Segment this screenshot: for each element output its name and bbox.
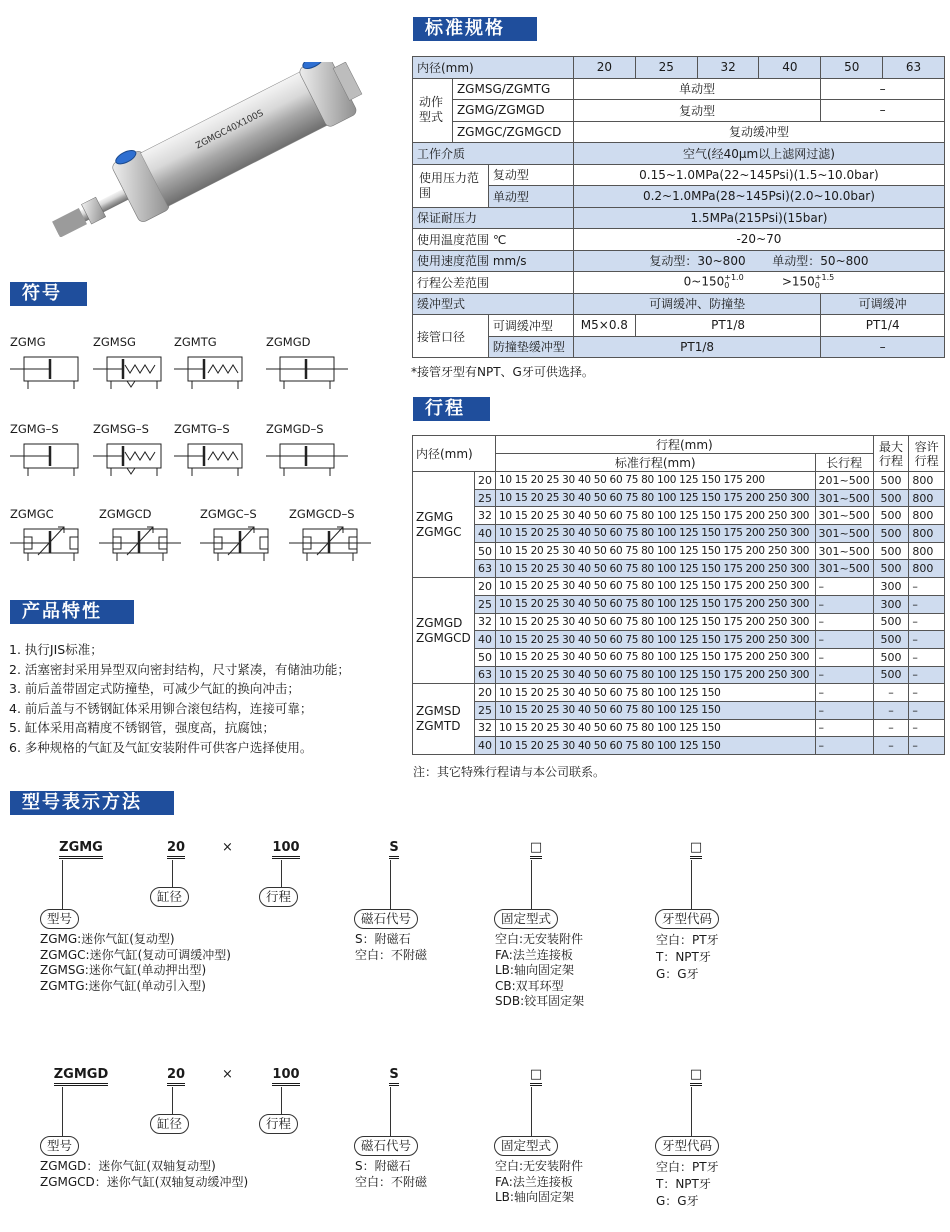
thread-pill: 牙型代码 — [655, 1136, 719, 1156]
cylinder-symbol-icon — [99, 523, 181, 565]
std-stroke-cell: 10 15 20 25 30 40 50 60 75 80 100 125 150 — [495, 701, 815, 719]
cylinder-symbol-icon — [93, 438, 175, 480]
long-stroke-cell: 301~500 — [815, 489, 873, 507]
std-stroke-cell: 10 15 20 25 30 40 50 60 75 80 100 125 150 175 200 250 300 — [495, 595, 815, 613]
std-stroke-label: 标准行程(mm) — [495, 454, 815, 472]
symbol-label: ZGMGD — [266, 335, 311, 349]
pressure-label: 使用压力范围 — [413, 164, 489, 207]
symbol-label: ZGMGC — [10, 507, 54, 521]
stroke-note: 注：其它特殊行程请与本公司联系。 — [413, 765, 606, 779]
speed-value — [573, 250, 944, 272]
long-stroke-cell: – — [815, 613, 873, 631]
cylinder-product-image — [38, 62, 388, 237]
long-stroke-cell: – — [815, 701, 873, 719]
bore-label: 内径(mm) — [413, 57, 574, 79]
description-line: T：NPT牙 — [656, 1177, 711, 1191]
symbol-label: ZGMGD–S — [266, 422, 324, 436]
mount-description — [495, 932, 584, 1010]
long-stroke-cell: – — [815, 684, 873, 702]
symbol-label: ZGMGC–S — [200, 507, 257, 521]
symbol-header: 符号 — [10, 282, 87, 306]
allow-stroke-label: 容许行程 — [909, 436, 945, 472]
std-stroke-cell: 10 15 20 25 30 40 50 60 75 80 100 125 150 — [495, 684, 815, 702]
stroke-pill: 行程 — [259, 1114, 298, 1134]
magnet-pill: 磁石代号 — [354, 909, 418, 929]
thread-description — [656, 932, 719, 983]
stroke-code: 100 — [266, 840, 306, 855]
bore-cell: 20 — [474, 684, 495, 702]
action-model: ZGMSG/ZGMTG — [452, 78, 573, 100]
description-line: 空白：不附磁 — [355, 947, 428, 962]
tol-b: >150 — [781, 274, 815, 289]
description-line: 空白：PT牙 — [656, 1160, 719, 1174]
tol-b-sup: +1.5 — [814, 273, 835, 283]
symbol-label: ZGMSG–S — [93, 422, 149, 436]
action-value: – — [821, 100, 945, 122]
tolerance-value — [573, 272, 944, 294]
long-stroke-cell: 301~500 — [815, 507, 873, 525]
stroke-pill: 行程 — [259, 887, 298, 907]
symbol-label: ZGMTG–S — [174, 422, 230, 436]
tol-a: 0~150 — [683, 274, 725, 289]
series-name: ZGMSD ZGMTD — [413, 684, 475, 755]
symbol-label: ZGMG — [10, 335, 46, 349]
medium-label: 工作介质 — [413, 143, 574, 165]
bore-cell: 25 — [474, 701, 495, 719]
speed-double: 复动型：30~800 — [649, 254, 746, 269]
description-line: S：附磁石 — [355, 1159, 411, 1173]
description-line: ZGMG:迷你气缸(复动型) — [40, 932, 175, 946]
allow-stroke-cell: – — [909, 684, 945, 702]
temp-label: 使用温度范围 ℃ — [413, 229, 574, 251]
stroke-title: 行程(mm) — [495, 436, 873, 454]
connector-line — [691, 860, 692, 912]
feature-item: 1. 执行JIS标准； — [9, 642, 103, 657]
pressure-type: 复动型 — [488, 164, 573, 186]
description-line: S：附磁石 — [355, 932, 411, 946]
pressure-value: 0.15~1.0MPa(22~145Psi)(1.5~10.0bar) — [573, 164, 944, 186]
std-stroke-cell: 10 15 20 25 30 40 50 60 75 80 100 125 150 175 200 250 300 — [495, 507, 815, 525]
magnet-description — [355, 932, 427, 963]
tol-a-sub: 0 — [724, 281, 730, 291]
thread-code: □ — [682, 1067, 710, 1082]
cushion-value: 可调缓冲 — [821, 293, 945, 315]
spec-header: 标准规格 — [413, 17, 537, 41]
mount-pill: 固定型式 — [494, 909, 558, 929]
mount-description — [495, 1159, 583, 1206]
std-stroke-cell: 10 15 20 25 30 40 50 60 75 80 100 125 150 175 200 250 300 — [495, 666, 815, 684]
symbol-label: ZGMG–S — [10, 422, 59, 436]
max-stroke-cell: 500 — [873, 489, 909, 507]
max-stroke-cell: 500 — [873, 542, 909, 560]
std-stroke-cell: 10 15 20 25 30 40 50 60 75 80 100 125 150 175 200 250 300 — [495, 648, 815, 666]
connector-line — [531, 1087, 532, 1139]
bore-value: 40 — [759, 57, 821, 79]
max-stroke-cell: – — [873, 684, 909, 702]
std-stroke-cell: 10 15 20 25 30 40 50 60 75 80 100 125 150 — [495, 719, 815, 737]
bore-value: 25 — [635, 57, 697, 79]
std-stroke-cell: 10 15 20 25 30 40 50 60 75 80 100 125 150 175 200 250 300 — [495, 542, 815, 560]
description-line: ZGMGC:迷你气缸(复动可调缓冲型) — [40, 947, 231, 962]
proof-label: 保证耐压力 — [413, 207, 574, 229]
bore-cell: 50 — [474, 648, 495, 666]
cylinder-symbol-icon — [200, 523, 282, 565]
cushion-label: 缓冲型式 — [413, 293, 574, 315]
allow-stroke-cell: – — [909, 701, 945, 719]
bore-value: 32 — [697, 57, 759, 79]
feature-item: 5. 缸体采用高精度不锈钢管，强度高，抗腐蚀； — [9, 720, 275, 735]
std-stroke-cell: 10 15 20 25 30 40 50 60 75 80 100 125 150 175 200 250 300 — [495, 489, 815, 507]
long-stroke-cell: – — [815, 595, 873, 613]
description-line: SDB:铰耳固定架 — [495, 994, 585, 1008]
symbol-label: ZGMTG — [174, 335, 217, 349]
bore-value: 50 — [821, 57, 883, 79]
max-stroke-label: 最大行程 — [873, 436, 909, 472]
description-line: LB:轴向固定架 — [495, 963, 574, 977]
bore-cell: 50 — [474, 542, 495, 560]
max-stroke-cell: 500 — [873, 666, 909, 684]
description-line: ZGMTG:迷你气缸(单动引入型) — [40, 978, 206, 993]
description-line: FA:法兰连接板 — [495, 947, 573, 962]
description-line: 空白:无安装附件 — [495, 932, 584, 946]
series-code: ZGMGD — [40, 1067, 122, 1082]
std-stroke-cell: 10 15 20 25 30 40 50 60 75 80 100 125 150 175 200 — [495, 472, 815, 490]
bore-cell: 63 — [474, 666, 495, 684]
proof-value: 1.5MPa(215Psi)(15bar) — [573, 207, 944, 229]
allow-stroke-cell: – — [909, 648, 945, 666]
long-stroke-cell: 201~500 — [815, 472, 873, 490]
max-stroke-cell: – — [873, 719, 909, 737]
stroke-code: 100 — [266, 1067, 306, 1082]
cushion-value: 可调缓冲、防撞垫 — [573, 293, 820, 315]
max-stroke-cell: 500 — [873, 507, 909, 525]
allow-stroke-cell: 800 — [909, 525, 945, 543]
port-label: 接管口径 — [413, 315, 489, 358]
long-stroke-cell: – — [815, 578, 873, 596]
port-value: PT1/8 — [573, 336, 820, 358]
bore-cell: 20 — [474, 578, 495, 596]
stroke-table — [412, 435, 945, 755]
max-stroke-cell: 300 — [873, 595, 909, 613]
cylinder-symbol-icon — [174, 438, 256, 480]
description-line: ZGMGD：迷你气缸(双轴复动型) — [40, 1159, 216, 1173]
series-pill: 型号 — [40, 1136, 79, 1156]
port-value: PT1/4 — [821, 315, 945, 337]
max-stroke-cell: 500 — [873, 648, 909, 666]
std-stroke-cell: 10 15 20 25 30 40 50 60 75 80 100 125 150 175 200 250 300 — [495, 631, 815, 649]
bore-cell: 32 — [474, 507, 495, 525]
cylinder-symbol-icon — [93, 351, 175, 393]
stroke-header: 行程 — [413, 397, 490, 421]
stroke-bore-label: 内径(mm) — [413, 436, 496, 472]
features-list — [9, 640, 350, 757]
bore-pill: 缸径 — [150, 1114, 189, 1134]
description-line: ZGMSG:迷你气缸(单动押出型) — [40, 963, 207, 977]
connector-line — [62, 1087, 63, 1139]
action-label: 动作型式 — [413, 78, 453, 143]
long-stroke-cell: – — [815, 737, 873, 755]
cylinder-symbol-icon — [10, 438, 92, 480]
description-line: 空白：不附磁 — [355, 1174, 428, 1189]
series-description — [40, 1159, 248, 1190]
description-line: G：G牙 — [656, 967, 699, 981]
description-line: CB:双耳环型 — [495, 978, 564, 993]
pressure-type: 单动型 — [488, 186, 573, 208]
bore-value: 63 — [883, 57, 945, 79]
description-line: 空白：PT牙 — [656, 933, 719, 947]
port-value: – — [821, 336, 945, 358]
long-stroke-cell: – — [815, 719, 873, 737]
bore-cell: 25 — [474, 489, 495, 507]
allow-stroke-cell: – — [909, 595, 945, 613]
long-stroke-cell: – — [815, 631, 873, 649]
mount-code: □ — [522, 840, 550, 855]
bore-code: 20 — [158, 840, 194, 855]
spec-table — [412, 56, 945, 358]
bore-code: 20 — [158, 1067, 194, 1082]
max-stroke-cell: 500 — [873, 525, 909, 543]
long-stroke-cell: 301~500 — [815, 560, 873, 578]
speed-label: 使用速度范围 mm/s — [413, 250, 574, 272]
series-name: ZGMGD ZGMGCD — [413, 578, 475, 684]
bore-cell: 40 — [474, 631, 495, 649]
cylinder-symbol-icon — [266, 351, 348, 393]
std-stroke-cell: 10 15 20 25 30 40 50 60 75 80 100 125 150 175 200 250 300 — [495, 525, 815, 543]
medium-value: 空气(经40μm以上滤网过滤) — [573, 143, 944, 165]
temp-value: -20~70 — [573, 229, 944, 251]
max-stroke-cell: 500 — [873, 631, 909, 649]
times-sign: × — [222, 1067, 233, 1082]
speed-single: 单动型：50~800 — [772, 254, 869, 269]
action-model: ZGMGC/ZGMGCD — [452, 121, 573, 143]
long-stroke-cell: – — [815, 648, 873, 666]
action-value: 单动型 — [573, 78, 820, 100]
max-stroke-cell: 500 — [873, 560, 909, 578]
feature-item: 4. 前后盖与不锈钢缸体采用铆合滚包结构，连接可靠； — [9, 700, 313, 716]
series-description — [40, 932, 231, 994]
bore-cell: 32 — [474, 613, 495, 631]
action-value: – — [821, 78, 945, 100]
bore-cell: 40 — [474, 525, 495, 543]
tol-b-sub: 0 — [814, 281, 820, 291]
product-label: ZGMGC40X100S — [194, 108, 266, 152]
bore-cell: 20 — [474, 472, 495, 490]
action-value: 复动缓冲型 — [573, 121, 944, 143]
allow-stroke-cell: – — [909, 631, 945, 649]
series-code: ZGMG — [40, 840, 122, 855]
max-stroke-cell: 300 — [873, 578, 909, 596]
allow-stroke-cell: – — [909, 613, 945, 631]
description-line: 空白:无安装附件 — [495, 1159, 584, 1173]
features-header: 产品特性 — [10, 600, 134, 624]
thread-description — [656, 1159, 719, 1210]
series-pill: 型号 — [40, 909, 79, 929]
spec-note: *接管牙型有NPT、G牙可供选择。 — [411, 365, 594, 379]
long-stroke-cell: 301~500 — [815, 542, 873, 560]
magnet-code: S — [380, 840, 408, 855]
long-stroke-cell: – — [815, 666, 873, 684]
connector-line — [172, 1087, 173, 1117]
bore-cell: 40 — [474, 737, 495, 755]
description-line: FA:法兰连接板 — [495, 1174, 573, 1189]
times-sign: × — [222, 840, 233, 855]
long-stroke-cell: 301~500 — [815, 525, 873, 543]
cylinder-symbol-icon — [174, 351, 256, 393]
max-stroke-cell: 500 — [873, 613, 909, 631]
connector-line — [281, 860, 282, 890]
bore-cell: 25 — [474, 595, 495, 613]
symbol-label: ZGMSG — [93, 335, 136, 349]
bore-cell: 63 — [474, 560, 495, 578]
symbol-label: ZGMGCD — [99, 507, 152, 521]
magnet-code: S — [380, 1067, 408, 1082]
connector-line — [531, 860, 532, 912]
port-value: PT1/8 — [635, 315, 820, 337]
feature-item: 3. 前后盖带固定式防撞垫，可减少气缸的换向冲击； — [9, 681, 300, 696]
pressure-value: 0.2~1.0MPa(28~145Psi)(2.0~10.0bar) — [573, 186, 944, 208]
connector-line — [390, 1087, 391, 1139]
port-type: 可调缓冲型 — [488, 315, 573, 337]
tol-a-sup: +1.0 — [724, 273, 744, 283]
allow-stroke-cell: 800 — [909, 489, 945, 507]
action-value: 复动型 — [573, 100, 820, 122]
port-type: 防撞垫缓冲型 — [488, 336, 573, 358]
connector-line — [281, 1087, 282, 1117]
connector-line — [62, 860, 63, 912]
mount-pill: 固定型式 — [494, 1136, 558, 1156]
std-stroke-cell: 10 15 20 25 30 40 50 60 75 80 100 125 150 175 200 250 300 — [495, 560, 815, 578]
description-line: LB:轴向固定架 — [495, 1190, 574, 1204]
allow-stroke-cell: 800 — [909, 472, 945, 490]
cylinder-symbol-icon — [266, 438, 348, 480]
feature-item: 2. 活塞密封采用异型双向密封结构，尺寸紧凑，有储油功能； — [9, 661, 350, 677]
bore-pill: 缸径 — [150, 887, 189, 907]
cylinder-symbol-icon — [10, 351, 92, 393]
std-stroke-cell: 10 15 20 25 30 40 50 60 75 80 100 125 150 175 200 250 300 — [495, 578, 815, 596]
allow-stroke-cell: 800 — [909, 542, 945, 560]
connector-line — [691, 1087, 692, 1139]
allow-stroke-cell: – — [909, 719, 945, 737]
magnet-description — [355, 1159, 427, 1190]
allow-stroke-cell: – — [909, 737, 945, 755]
mount-code: □ — [522, 1067, 550, 1082]
connector-line — [390, 860, 391, 912]
max-stroke-cell: – — [873, 737, 909, 755]
magnet-pill: 磁石代号 — [354, 1136, 418, 1156]
action-model: ZGMG/ZGMGD — [452, 100, 573, 122]
description-line: ZGMGCD：迷你气缸(双轴复动缓冲型) — [40, 1174, 249, 1189]
allow-stroke-cell: 800 — [909, 507, 945, 525]
allow-stroke-cell: – — [909, 666, 945, 684]
description-line: G：G牙 — [656, 1194, 699, 1208]
std-stroke-cell: 10 15 20 25 30 40 50 60 75 80 100 125 150 — [495, 737, 815, 755]
port-value: M5×0.8 — [573, 315, 635, 337]
feature-item: 6. 多种规格的气缸及气缸安装附件可供客户选择使用。 — [9, 739, 313, 755]
max-stroke-cell: 500 — [873, 472, 909, 490]
model-header: 型号表示方法 — [10, 791, 174, 815]
symbol-label: ZGMGCD–S — [289, 507, 355, 521]
bore-cell: 32 — [474, 719, 495, 737]
bore-value: 20 — [573, 57, 635, 79]
thread-code: □ — [682, 840, 710, 855]
thread-pill: 牙型代码 — [655, 909, 719, 929]
tolerance-label: 行程公差范围 — [413, 272, 574, 294]
allow-stroke-cell: – — [909, 578, 945, 596]
long-stroke-label: 长行程 — [815, 454, 873, 472]
description-line: T：NPT牙 — [656, 950, 711, 964]
series-name: ZGMG ZGMGC — [413, 472, 475, 578]
allow-stroke-cell: 800 — [909, 560, 945, 578]
connector-line — [172, 860, 173, 890]
max-stroke-cell: – — [873, 701, 909, 719]
cylinder-symbol-icon — [289, 523, 371, 565]
std-stroke-cell: 10 15 20 25 30 40 50 60 75 80 100 125 150 175 200 250 300 — [495, 613, 815, 631]
cylinder-symbol-icon — [10, 523, 92, 565]
